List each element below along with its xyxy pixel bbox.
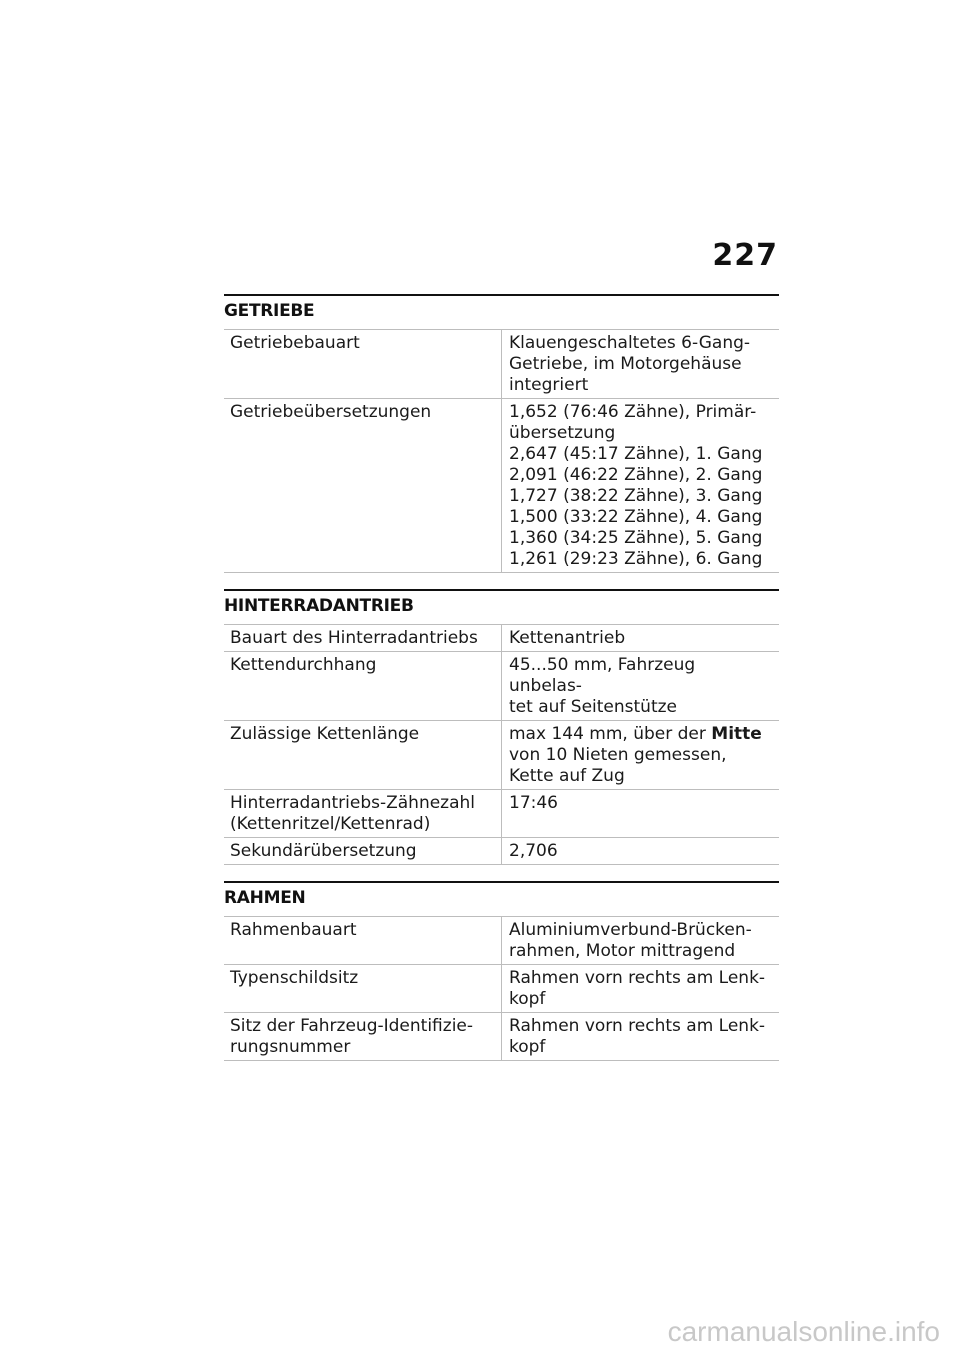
value-emphasis: Mitte	[711, 724, 762, 744]
spec-content	[224, 294, 779, 1077]
spec-label	[224, 721, 502, 790]
value-line: 1,727 (38:22 Zähne), 3. Gang	[509, 486, 763, 506]
spec-table	[224, 329, 779, 573]
table-row	[224, 790, 779, 838]
label-line: (Kettenritzel/Kettenrad)	[230, 814, 431, 834]
value-text: max 144 mm, über der	[509, 724, 712, 744]
value-line: 2,647 (45:17 Zähne), 1. Gang	[509, 444, 763, 464]
table-row	[224, 652, 779, 721]
value-line: Aluminiumverbund-Brücken-	[509, 920, 752, 940]
label-line: Getriebebauart	[230, 333, 360, 353]
spec-value	[502, 625, 780, 652]
value-line: 45...50 mm, Fahrzeug unbelas-	[509, 655, 696, 696]
value-line: tet auf Seitenstütze	[509, 697, 677, 717]
spec-value	[502, 721, 780, 790]
value-line: 2,091 (46:22 Zähne), 2. Gang	[509, 465, 763, 485]
spec-label	[224, 917, 502, 965]
section-getriebe	[224, 294, 779, 573]
value-line: 1,360 (34:25 Zähne), 5. Gang	[509, 528, 763, 548]
value-line: kopf	[509, 989, 546, 1009]
value-line	[509, 724, 773, 745]
section-title: GETRIEBE	[224, 301, 315, 321]
value-line: Rahmen vorn rechts am Lenk-	[509, 968, 766, 988]
label-line: Typenschildsitz	[230, 968, 359, 988]
value-line: übersetzung	[509, 423, 616, 443]
spec-label	[224, 965, 502, 1013]
value-line: 1,261 (29:23 Zähne), 6. Gang	[509, 549, 763, 569]
spec-label	[224, 652, 502, 721]
label-line: Rahmenbauart	[230, 920, 357, 940]
spec-value	[502, 790, 780, 838]
spec-value	[502, 330, 780, 399]
label-line: Hinterradantriebs-Zähnezahl	[230, 793, 476, 813]
table-row	[224, 1013, 779, 1061]
spec-value	[502, 917, 780, 965]
value-line: Kettenantrieb	[509, 628, 626, 648]
spec-label	[224, 1013, 502, 1061]
value-line: Klauengeschaltetes 6-Gang-	[509, 333, 751, 353]
table-row	[224, 965, 779, 1013]
table-row	[224, 838, 779, 865]
section-rahmen	[224, 881, 779, 1061]
watermark: carmanualsonline.info	[667, 1316, 940, 1347]
table-row	[224, 399, 779, 573]
table-row	[224, 721, 779, 790]
section-title: RAHMEN	[224, 888, 306, 908]
spec-value	[502, 652, 780, 721]
value-line: rahmen, Motor mittragend	[509, 941, 736, 961]
spec-label	[224, 330, 502, 399]
value-line: kopf	[509, 1037, 546, 1057]
value-line: 2,706	[509, 841, 558, 861]
section-hinterradantrieb	[224, 589, 779, 865]
spec-table	[224, 916, 779, 1061]
label-line: Zulässige Kettenlänge	[230, 724, 420, 744]
spec-label	[224, 625, 502, 652]
value-line: Kette auf Zug	[509, 766, 625, 786]
label-line: rungsnummer	[230, 1037, 351, 1057]
value-line: von 10 Nieten gemessen,	[509, 745, 727, 765]
value-line: Getriebe, im Motorgehäuse	[509, 354, 742, 374]
spec-label	[224, 790, 502, 838]
spec-label	[224, 399, 502, 573]
value-line: Rahmen vorn rechts am Lenk-	[509, 1016, 766, 1036]
label-line: Sitz der Fahrzeug-Identifizie-	[230, 1016, 474, 1036]
label-line: Sekundärübersetzung	[230, 841, 417, 861]
spec-label	[224, 838, 502, 865]
spec-value	[502, 965, 780, 1013]
table-row	[224, 330, 779, 399]
label-line: Bauart des Hinterradantriebs	[230, 628, 478, 648]
value-line: 1,652 (76:46 Zähne), Primär-	[509, 402, 757, 422]
table-row	[224, 917, 779, 965]
spec-table	[224, 624, 779, 865]
label-line: Getriebeübersetzungen	[230, 402, 432, 422]
spec-value	[502, 399, 780, 573]
spec-value	[502, 838, 780, 865]
label-line: Kettendurchhang	[230, 655, 377, 675]
value-line: 17:46	[509, 793, 558, 813]
spec-value	[502, 1013, 780, 1061]
page-number: 227	[712, 238, 778, 273]
value-line: integriert	[509, 375, 589, 395]
section-title: HINTERRADANTRIEB	[224, 596, 414, 616]
table-row	[224, 625, 779, 652]
value-line: 1,500 (33:22 Zähne), 4. Gang	[509, 507, 763, 527]
